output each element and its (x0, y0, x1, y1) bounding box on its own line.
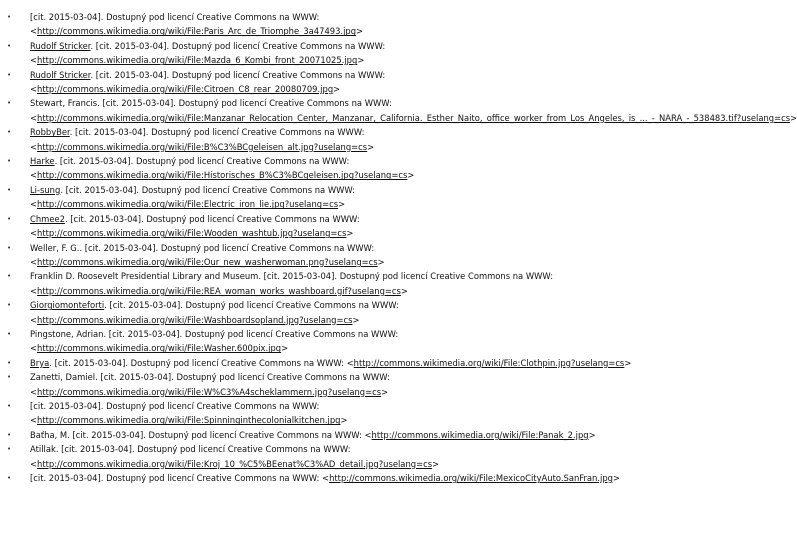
reference-text: . [cit. 2015-03-04]. Dostupný pod licencí Creative Commons na WWW: (67, 429, 365, 440)
reference-url-line (30, 226, 708, 240)
reference-citation (30, 125, 708, 139)
reference-author: Franklin D. Roosevelt Presidential Library and Museum (30, 271, 259, 282)
reference-citation (30, 96, 708, 110)
url-open-bracket: < (322, 473, 330, 483)
reference-url-link[interactable]: http://commons.wikimedia.org/wiki/File:Mazda_6_Kombi_front_20071025.jpg (37, 55, 358, 66)
reference-citation (30, 39, 708, 53)
reference-item (7, 442, 708, 471)
url-close-bracket: > (624, 357, 632, 368)
reference-item (7, 96, 797, 125)
url-open-bracket: < (364, 429, 372, 440)
reference-author: Atillak (30, 444, 56, 455)
url-open-bracket: < (30, 314, 38, 325)
bullet-icon: • (7, 329, 12, 338)
reference-author-link[interactable]: RobbyBer (30, 127, 70, 138)
url-open-bracket: < (30, 141, 38, 152)
reference-url-link[interactable]: http://commons.wikimedia.org/wiki/File:Paris_Arc_de_Triomphe_3a47493.jpg (37, 26, 357, 37)
reference-text: . [cit. 2015-03-04]. Dostupný pod licencí Creative Commons na WWW: (54, 156, 350, 167)
reference-citation (30, 428, 708, 442)
reference-item (7, 399, 708, 428)
url-open-bracket: < (30, 256, 38, 267)
reference-author: Pingstone, Adrian (30, 328, 104, 339)
reference-text: . [cit. 2015-03-04]. Dostupný pod licencí Creative Commons na WWW: (104, 300, 399, 311)
bullet-icon: • (7, 474, 12, 482)
reference-item (7, 370, 708, 399)
reference-citation (30, 399, 708, 413)
url-open-bracket: < (30, 386, 38, 397)
reference-author-link[interactable]: Li-sung (30, 184, 61, 195)
reference-text: . [cit. 2015-03-04]. Dostupný pod licencí Creative Commons na WWW: (95, 372, 390, 383)
bullet-icon: • (7, 185, 12, 194)
reference-item (7, 428, 708, 442)
reference-text: . [cit. 2015-03-04]. Dostupný pod licencí Creative Commons na WWW: (60, 184, 356, 195)
reference-text: . [cit. 2015-03-04]. Dostupný pod licencí Creative Commons na WWW: (79, 242, 375, 253)
url-open-bracket: < (30, 415, 38, 426)
url-open-bracket: < (30, 199, 38, 210)
reference-url-link[interactable]: http://commons.wikimedia.org/wiki/File:Manzanar_Relocation_Center,_Manzanar,_California._Esther_Naito,_office_worker_from_Los_Angeles,_is_..._-_NARA_-_538483.tif?uselang=cs (37, 112, 791, 123)
reference-item (7, 269, 708, 298)
url-close-bracket: > (356, 26, 364, 37)
bullet-icon: • (7, 41, 12, 50)
url-close-bracket: > (612, 473, 621, 483)
reference-text: . [cit. 2015-03-04]. Dostupný pod licencí Creative Commons na WWW: (49, 357, 347, 368)
reference-citation (30, 68, 708, 82)
bullet-icon: • (7, 157, 12, 166)
reference-item (7, 183, 708, 212)
reference-citation (30, 298, 708, 312)
url-open-bracket: < (346, 357, 354, 368)
bullet-icon: • (7, 373, 12, 382)
reference-author: Weller, F. G. (30, 242, 80, 253)
reference-author-link[interactable]: Chmee2 (30, 213, 65, 224)
reference-url-line (30, 168, 708, 182)
reference-item (7, 154, 708, 183)
reference-url-line (30, 313, 708, 327)
reference-author-link[interactable]: Rudolf Stricker (30, 40, 91, 51)
bullet-icon: • (7, 128, 12, 137)
bullet-icon: • (7, 214, 12, 223)
reference-url-link[interactable]: http://commons.wikimedia.org/wiki/File:W%C3%A4scheklammern.jpg?uselang=cs (37, 386, 382, 397)
reference-url-link[interactable]: http://commons.wikimedia.org/wiki/File:REA_woman_works_washboard.gif?uselang=cs (37, 285, 401, 296)
reference-author: Baťha, M (30, 429, 68, 440)
reference-url-link[interactable]: http://commons.wikimedia.org/wiki/File:Citroen_C8_rear_20080709.jpg (37, 84, 334, 95)
reference-text: . [cit. 2015-03-04]. Dostupný pod licencí Creative Commons na WWW: (103, 328, 399, 339)
reference-url-line (30, 197, 708, 211)
reference-item (7, 212, 708, 241)
reference-citation (30, 154, 708, 168)
reference-item (7, 356, 708, 370)
url-close-bracket: > (377, 256, 385, 267)
reference-citation (30, 183, 708, 197)
url-close-bracket: > (432, 458, 440, 469)
reference-url-line (30, 385, 708, 399)
bullet-icon: • (7, 99, 12, 108)
url-close-bracket: > (357, 55, 365, 66)
url-close-bracket: > (340, 415, 348, 426)
url-close-bracket: > (588, 429, 596, 440)
reference-url-link[interactable]: http://commons.wikimedia.org/wiki/File:MexicoCityAuto.SanFran.jpg (329, 473, 613, 483)
reference-author-link[interactable]: Harke (30, 156, 55, 167)
reference-citation (30, 269, 708, 283)
url-close-bracket: > (346, 228, 354, 239)
reference-text: . [cit. 2015-03-04]. Dostupný pod licencí Creative Commons na WWW: (90, 69, 386, 80)
reference-url-line (30, 255, 708, 269)
reference-url-link[interactable]: http://commons.wikimedia.org/wiki/File:B%C3%BCgeleisen_alt.jpg?uselang=cs (37, 141, 368, 152)
url-close-bracket: > (367, 141, 375, 152)
url-open-bracket: < (30, 343, 38, 354)
reference-text: . [cit. 2015-03-04]. Dostupný pod licencí Creative Commons na WWW: (258, 271, 554, 282)
reference-url-link[interactable]: http://commons.wikimedia.org/wiki/File:Clothpin.jpg?uselang=cs (353, 357, 625, 368)
reference-text: . [cit. 2015-03-04]. Dostupný pod licencí Creative Commons na WWW: (69, 127, 365, 138)
reference-url-link[interactable]: http://commons.wikimedia.org/wiki/File:Washer.600pix.jpg (37, 343, 282, 354)
url-close-bracket: > (381, 386, 389, 397)
reference-text: . [cit. 2015-03-04]. Dostupný pod licencí Creative Commons na WWW: (90, 40, 386, 51)
reference-url-line (30, 53, 708, 67)
reference-url-link[interactable]: http://commons.wikimedia.org/wiki/File:Washboardsopland.jpg?uselang=cs (37, 314, 353, 325)
reference-url-line (30, 284, 708, 298)
reference-url-link[interactable]: http://commons.wikimedia.org/wiki/File:Spinninginthecolonialkitchen.jpg (37, 415, 341, 426)
url-open-bracket: < (30, 170, 38, 181)
bullet-icon: • (7, 272, 12, 281)
reference-item (7, 39, 708, 68)
url-close-bracket: > (352, 314, 360, 325)
reference-url-line (30, 82, 708, 96)
url-close-bracket: > (333, 84, 341, 95)
bullet-icon: • (7, 358, 12, 367)
reference-text: [cit. 2015-03-04]. Dostupný pod licencí Creative Commons na WWW: (30, 400, 320, 411)
reference-url-link[interactable]: http://commons.wikimedia.org/wiki/File:Our_new_washerwoman.png?uselang=cs (37, 256, 378, 267)
reference-author-link[interactable]: Brya (30, 357, 50, 368)
reference-url-line (30, 111, 797, 125)
reference-author-link[interactable]: Giorgiomonteforti (30, 300, 105, 311)
reference-url-line (30, 24, 708, 38)
bullet-icon: • (7, 430, 12, 439)
reference-url-line (30, 413, 708, 427)
reference-item (7, 125, 708, 154)
bullet-icon: • (7, 13, 12, 21)
reference-author: Zanetti, Damiel (30, 372, 96, 383)
url-open-bracket: < (30, 26, 38, 37)
reference-url-line (30, 457, 708, 471)
url-open-bracket: < (30, 84, 38, 95)
bullet-icon: • (7, 401, 12, 410)
bullet-icon: • (7, 70, 12, 79)
reference-author-link[interactable]: Rudolf Stricker (30, 69, 91, 80)
url-open-bracket: < (30, 228, 38, 239)
reference-citation (30, 212, 708, 226)
reference-citation (30, 471, 708, 485)
url-open-bracket: < (30, 112, 38, 123)
reference-text: . [cit. 2015-03-04]. Dostupný pod licencí Creative Commons na WWW: (55, 444, 351, 455)
reference-url-link[interactable]: http://commons.wikimedia.org/wiki/File:Historisches_B%C3%BCgeleisen.jpg?uselang=cs (37, 170, 408, 181)
url-close-bracket: > (790, 112, 797, 123)
bullet-icon: • (7, 445, 12, 454)
reference-url-line (30, 140, 708, 154)
url-close-bracket: > (400, 285, 408, 296)
reference-url-link[interactable]: http://commons.wikimedia.org/wiki/File:Wooden_washtub.jpg?uselang=cs (37, 228, 347, 239)
url-open-bracket: < (30, 458, 38, 469)
reference-item (7, 68, 708, 97)
reference-citation (30, 10, 708, 24)
reference-text: [cit. 2015-03-04]. Dostupný pod licencí Creative Commons na WWW: (30, 12, 320, 22)
reference-citation (30, 241, 708, 255)
reference-url-link[interactable]: http://commons.wikimedia.org/wiki/File:Electric_iron_lie.jpg?uselang=cs (37, 199, 339, 210)
reference-author: Stewart, Francis (30, 98, 98, 109)
reference-citation (30, 370, 708, 384)
reference-item (7, 298, 708, 327)
reference-item (7, 471, 708, 485)
reference-text: . [cit. 2015-03-04]. Dostupný pod licencí Creative Commons na WWW: (97, 98, 392, 109)
reference-citation (30, 356, 708, 370)
reference-item (7, 10, 708, 39)
reference-text: . [cit. 2015-03-04]. Dostupný pod licencí Creative Commons na WWW: (64, 213, 360, 224)
reference-url-link[interactable]: http://commons.wikimedia.org/wiki/File:Panak_2.jpg (371, 429, 589, 440)
reference-url-line (30, 341, 708, 355)
reference-item (7, 241, 708, 270)
url-close-bracket: > (338, 199, 346, 210)
url-open-bracket: < (30, 55, 38, 66)
reference-citation (30, 442, 708, 456)
url-close-bracket: > (281, 343, 289, 354)
reference-item (7, 327, 708, 356)
url-close-bracket: > (407, 170, 415, 181)
reference-citation (30, 327, 708, 341)
bullet-icon: • (7, 243, 12, 252)
bullet-icon: • (7, 301, 12, 310)
url-open-bracket: < (30, 285, 38, 296)
reference-text: [cit. 2015-03-04]. Dostupný pod licencí Creative Commons na WWW: (30, 473, 323, 483)
reference-url-link[interactable]: http://commons.wikimedia.org/wiki/File:Kroj_10_%C5%BEenat%C3%AD_detail.jpg?uselang=cs (37, 458, 433, 469)
